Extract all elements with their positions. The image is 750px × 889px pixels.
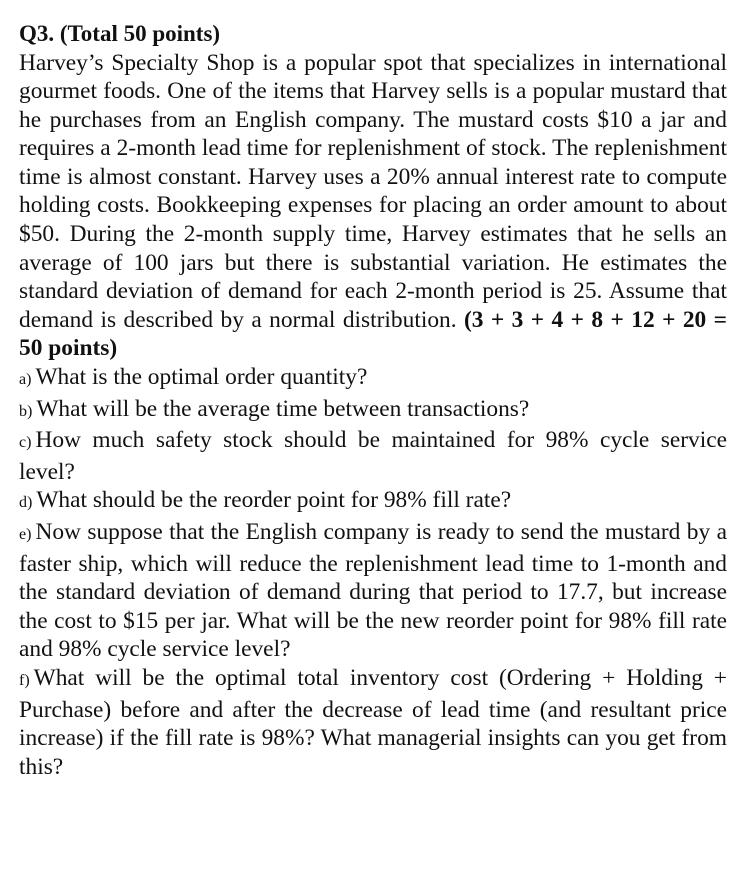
part-d	[19, 486, 727, 518]
part-b-label: b)	[19, 402, 33, 420]
part-e	[19, 518, 727, 664]
points-breakdown: (3 + 3 + 4 + 8 + 12 + 20 = 50 points)	[19, 306, 727, 362]
part-e-text: Now suppose that the English company is ready to send the mustard by a faster ship, which will reduce the replenishment lead time to 1-month and the standard deviation of demand during that period to 17.7, but increase the cost to $15 per jar. What will be the new reorder point for 98% fill rate and 98% cycle service level?	[19, 519, 727, 663]
part-d-label: d)	[19, 494, 33, 512]
part-c-text: How much safety stock should be maintained for 98% cycle service level?	[19, 427, 727, 485]
part-c	[19, 426, 727, 486]
question-page	[19, 20, 727, 781]
part-a	[19, 363, 727, 395]
part-f-label: f)	[19, 671, 30, 689]
part-a-text: What is the optimal order quantity?	[35, 364, 368, 391]
part-d-text: What should be the reorder point for 98% fill rate?	[36, 487, 512, 514]
part-b	[19, 395, 727, 427]
part-c-label: c)	[19, 434, 32, 452]
part-f	[19, 664, 727, 781]
part-a-label: a)	[19, 371, 32, 389]
part-b-text: What will be the average time between transactions?	[36, 395, 530, 422]
part-f-text: What will be the optimal total inventory cost (Ordering + Holding + Purchase) before and after the decrease of lead time (and resultant price increase) if the fill rate is 98%? What managerial insights can you get from this?	[19, 664, 727, 780]
part-e-label: e)	[19, 526, 32, 543]
question-body	[19, 49, 727, 364]
question-body-text: Harvey’s Specialty Shop is a popular spot that specializes in international gourmet foods. One of the items that Harvey sells is a popular mustard that he purchases from an English company. The mustard costs $10 a jar and requires a 2-month lead time for replenishment of stock. The replenishment time is almost constant. Harvey uses a 20% annual interest rate to compute holding costs. Bookkeeping expenses for placing an order amount to about $50. During the 2-month supply time, Harvey estimates that he sells an average of 100 jars but there is substantial variation. He estimates the standard deviation of demand for each 2-month period is 25. Assume that demand is described by a normal distribution.	[19, 49, 727, 333]
question-title: Q3. (Total 50 points)	[19, 21, 221, 46]
